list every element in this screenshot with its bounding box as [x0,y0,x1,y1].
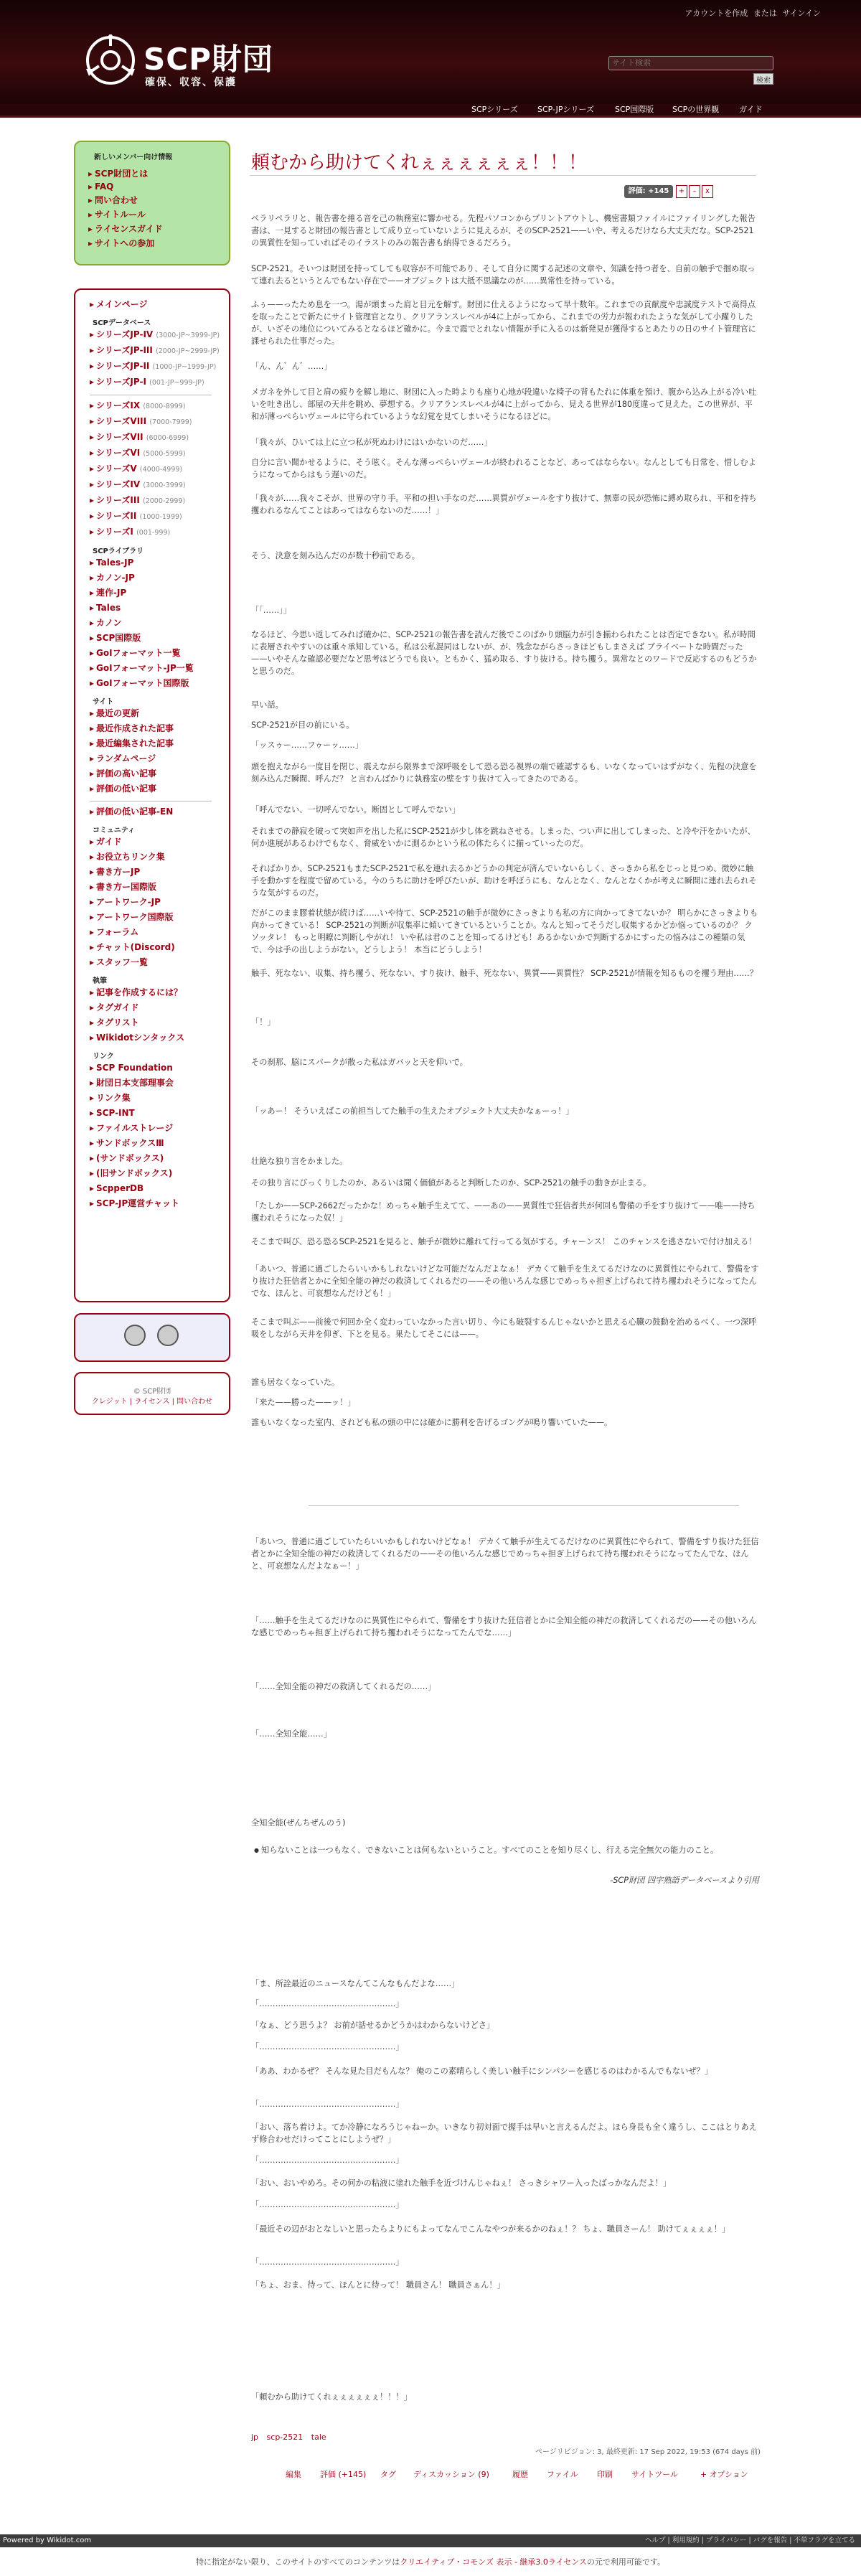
menu-tag-list[interactable]: ▸ タグリスト [90,1015,229,1030]
menu-heading-library: SCPライブラリ [93,547,144,555]
tag-link[interactable]: scp-2521 [266,2432,304,2442]
files-button[interactable]: ファイル [547,2470,578,2479]
epilogue-line: 「おい、落ち着けよ。てか冷静になろうじゃねーか。いきなり初対面で握手は早いと言えるんだよ。ほら身長も全く違うし、ここはとりあえず修合わせだけってことにしようぜ？」 [251,2123,757,2144]
story-paragraph: 壮絶な独り言をかました。 [251,1157,348,1166]
menu-wikidot-syntax[interactable]: ▸ Wikidotシンタックス [90,1030,229,1045]
menu-series-5[interactable]: ▸ シリーズV (4000-4999) [90,461,229,477]
epilogue-line: 「頼むから助けてくれぇぇぇぇぇぇ！！！」 [251,2392,412,2402]
history-button[interactable]: 履歴 [512,2470,528,2479]
menu-scp-foundation[interactable]: ▸ SCP Foundation [90,1061,229,1076]
story-paragraph: それまでの静寂を破って突如声を出した私にSCP-2521が少し体を跳ねさせる。しまった、つい声に出してしまった、と冷や汗をかいたが、何か進展があるわけでもなく、脅威をいかに測るかという私の体たらくに揃っていったのだ。 [251,827,756,848]
top-navigation [0,104,861,116]
story-paragraph: メガネを外して目と肩の疲りを解し地に、財団に入った時よりも座り心地が段違いな椅子の背もたれに体重を預け、腹から込み上がる冷い吐いを吐き出し、部屋の天井を眺め、夢想する。クリアランスレベルが4に上がってから、見える世界が180度違って見えた。この世界が、平和が薄っぺらいヴェールに守られているような幻覚を見てしまいそうになるほどに。 [251,387,757,421]
menu-jp-series-1[interactable]: ▸ シリーズJP-I (001-JP~999-JP) [90,375,229,390]
story-paragraph: なるほど、今思い返してみれば確かに、SCP-2521の報告書を読んだ後でこのばかり頭脳力が引き揃わられたことは否定できない。私が時間に表層されやすいのは重々承知している。私は公私混同はしないが、が、残念ながらさっきほどもしまさえば ブライベートな時間だった——いやそんな確認必要だなど思考はどうでも良い。ともかく、猛め取る、すり抜ける。持ち攫う。異常なとのワードで反応するのもどうかと思うのだ。 [251,630,757,676]
badge-box [74,1313,230,1362]
vote-cancel-button[interactable]: x [702,185,713,198]
scp-jp-badge-icon[interactable] [157,1325,179,1346]
site-title[interactable]: SCP財団 [144,42,273,77]
definition-heading: 全知全能(ぜんちぜんのう) [251,1818,346,1828]
echo-paragraph: 「……全知全能……」 [251,1729,331,1739]
menu-jp-series-4[interactable]: ▸ シリーズJP-IV (3000-JP~3999-JP) [90,327,229,343]
menu-canon-jp[interactable]: ▸ カノン-JP [90,570,229,586]
epilogue-line: 「ああ、わかるぜ？ そんな見た目だもんな？ 俺のこの素晴らしく美しい触手にシンパシーを感じるのはわかるんでもないぜ？」 [251,2067,712,2076]
search-input[interactable] [608,56,773,70]
rating-value: 評価: +145 [624,185,673,198]
story-paragraph: だがこのまま膠着状態が続けば……いや待て、SCP-2521の触手が微妙にさっきよりも私の方に向かってきてないか？ 明らかにさっきよりも向かってきている！ SCP-2521の判断が収集率に傾いてきているということか。なんと知ってそうだし収集するかどか悩っているのか？ クソッタレ！ もっと明瞭に判断しやがれ！ いや私は君のことを知ってるけども！あるかないかで判断するかにすったの悩みはこの種類の気で、今は手の出しようがない。どうしよう！ 本当にどうしよう！ [251,908,758,954]
epilogue-line: 「……………………………………………」 [251,2257,404,2267]
powered-by-link[interactable]: Powered by Wikidot.com [3,2537,92,2544]
footer-links[interactable]: ヘルプ | 利用規約 | プライバシー | バグを報告 | 不単フラグを立てる [645,2537,855,2544]
license-pre: 特に指定がない限り、このサイトのすべてのコンテンツは [195,2557,400,2567]
story-paragraph: 「我々が、ひいては上に立つ私が死ぬわけにはいかないのだ……」 [251,438,492,447]
menu-howto-jp[interactable]: ▸ 書き方ーJP [90,865,229,880]
menu-jp-series-2[interactable]: ▸ シリーズJP-II (1000-JP~1999-JP) [90,359,229,375]
rate-button[interactable]: 評価 (+145) [320,2470,367,2479]
story-paragraph: 「あいつ、普通に過ごしたらいいかもしれないけどな可能だなんだよなぁ！ デカくて触手を生えてるだけなのに異質性にやられて、警備をすり抜けた狂信者とかに全知全能の神だの救済してくれるだの——その他いろんな感じでめっちゃ担ぎ上げられて持ち攫われそうになってたんでな、ほんと、可哀想なんだけども！」 [251,1264,759,1298]
story-paragraph: 「ッあー！ そういえばこの前担当してた触手の生えたオブジェクト大丈夫かなぁーっ！」 [251,1106,574,1116]
story-paragraph: 自分に言い聞かせるように、そう呟く。そんな薄っぺらいヴェールが終われることなど、あってはならない。なんとしても日常を、惜しむようになってからはもう遅いのだ。 [251,458,756,479]
nav-guide[interactable]: ガイド [739,105,763,114]
menu-artwork-jp[interactable]: ▸ アートワーク-JP [90,895,229,910]
or-text: または [753,9,777,18]
story-paragraph: 早い話。 [251,700,283,710]
epilogue-line: 「……………………………………………」 [251,2200,404,2209]
menu-how-to-create[interactable]: ▸ 記事を作成するには？ [90,985,229,1000]
tags-button[interactable]: タグ [380,2470,396,2479]
scp-badge-icon[interactable] [124,1325,146,1346]
nav-scp-universe[interactable]: SCPの世界観 [672,105,720,114]
menu-series-3[interactable]: ▸ シリーズIII (2000-2999) [90,493,229,509]
epilogue-line: 「ちょ、おま、待って、ほんとに待って！ 職員さん！ 職員さぁん！」 [251,2280,505,2290]
notice-link-license[interactable]: ▸ ライセンスガイド [88,222,229,235]
header-divider [0,116,861,118]
menu-jp-staff-chat[interactable]: ▸ SCP-JP運営チャット [90,1196,229,1211]
menu-goi-formats-jp[interactable]: ▸ GoIフォーマット-JP一覧 [90,661,229,676]
story-paragraph: 誰も居なくなっていた。 [251,1378,340,1387]
menu-tales[interactable]: ▸ Tales [90,601,229,616]
story-paragraph: そればかりか、SCP-2521もまたSCP-2521で私を連れ去るかどうかの判定が済んでいないらしく、さっきから私をじっと見つめ、微妙に触手を動かすを程度で留めている。今のうちに助けを呼びたいが、助けを呼ぼうにも、なんとなく、なんとなくかが考えに瞬間に連れ去られそうな気がするのだ。 [251,864,757,898]
menu-goi-formats-int[interactable]: ▸ GoIフォーマット国際版 [90,676,229,691]
echo-paragraph: 「……触手を生えてるだけなのに異質性にやられて、警備をすり抜けた狂信者とかに全知全能の神だの救済してくれるだの——その他いろんな感じでめっちゃ担ぎ上げられて持ち攫われそうになってたんでな……」 [251,1616,757,1637]
create-account-link[interactable]: アカウントを作成 [684,9,748,18]
menu-recently-created[interactable]: ▸ 最近作成された記事 [90,721,229,736]
menu-series-6[interactable]: ▸ シリーズVI (5000-5999) [90,446,229,461]
notice-link-join[interactable]: ▸ サイトへの参加 [88,237,229,249]
site-tools-button[interactable]: サイトツール [631,2470,679,2479]
epilogue-line: 「なぁ、どう思うよ？ お前が話せるかどうかはわからないけどさ」 [251,2021,495,2030]
menu-sandbox-3[interactable]: ▸ サンドボックスⅢ [90,1136,229,1151]
story-paragraph: 「我々が……我々こそが、世界の守り手。平和の担い手なのだ……異質がヴェールをすり抜けて、無辜の民が恐怖に縛め取られ、平和を持ち攫われるなんてことはあってはならないのだ……！」 [251,494,757,515]
epilogue-line: 「ま、所詮最近のニュースなんてこんなもんだよな……」 [251,1979,460,1988]
story-paragraph: そう、決意を刻み込んだのが数十秒前である。 [251,551,420,560]
menu-forum[interactable]: ▸ フォーラム [90,925,229,940]
notice-link-about[interactable]: ▸ SCP財団とは [88,167,229,179]
story-paragraph: SCP-2521が目の前にいる。 [251,720,354,730]
menu-jp-council[interactable]: ▸ 財団日本支部理事会 [90,1076,229,1091]
story-paragraph: 誰もいなくなった室内、されども私の頭の中には確かに勝利を告げるゴングが鳴り響いていた——。 [251,1418,613,1427]
new-member-box [74,141,230,265]
menu-scp-int[interactable]: ▸ SCP-INT [90,1106,229,1121]
epilogue-line: 「……………………………………………」 [251,2156,404,2165]
menu-sandbox[interactable]: ▸ (サンドボックス) [90,1151,229,1166]
site-header [0,0,861,104]
notice-link-faq[interactable]: ▸ FAQ [88,182,229,192]
story-paragraph: 「呼んでない、一切呼んでない。断固として呼んでない」 [251,805,460,814]
story-paragraph: 「たしか——SCP-2662だったかな！めっちゃ触手生えてて、——あの——異質性で狂信者共が何回も警備の手をすり抜けて——唯——持ち攫われそうになった奴！」 [251,1201,756,1223]
menu-staff-list[interactable]: ▸ スタッフ一覧 [90,955,229,970]
menu-series-7[interactable]: ▸ シリーズVII (6000-6999) [90,430,229,446]
discussion-button[interactable]: ディスカッション (9) [413,2470,489,2479]
story-paragraph: 頭を抱えながら一度目を閉じ、震えながら限界まで深呼吸をして恐る恐る視界の端で確認するも、いなくなっていはずがなく、先程の決意を刻み込んだ瞬間、呼んだ？ と言わんばかりに執務室の壁をすり抜けて入ってきたのである。 [251,762,757,784]
search-button[interactable]: 検索 [753,73,773,85]
story-paragraph: 「来た——勝った——ッ！」 [251,1398,356,1407]
menu-scp-international[interactable]: ▸ SCP国際版 [90,631,229,646]
echo-paragraph: 「……全知全能の神だの救済してくれるだの……」 [251,1682,436,1691]
definition-source: -SCP財団 四字熟語データベースより引用 [610,1876,759,1885]
menu-howto-int[interactable]: ▸ 書き方ー国際版 [90,880,229,895]
menu-series-1[interactable]: ▸ シリーズI (001-999) [90,525,229,540]
menu-series-4[interactable]: ▸ シリーズIV (3000-3999) [90,477,229,493]
site-subtitle: 確保、収容、保護 [145,77,237,88]
menu-heading-site: サイト [93,698,114,706]
menu-main-page[interactable]: ▸ メインページ [90,297,229,312]
side-menu [74,288,230,1302]
menu-recently-edited[interactable]: ▸ 最近編集された記事 [90,736,229,751]
menu-heading-writing: 執筆 [93,977,107,985]
epilogue-line: 「……………………………………………」 [251,1999,404,2008]
story-paragraph: 「ん、ん゛ん゛……」 [251,362,332,371]
menu-canon[interactable]: ▸ カノン [90,616,229,631]
menu-goi-formats[interactable]: ▸ GoIフォーマット一覧 [90,646,229,661]
new-member-heading: 新しいメンバー向け情報 [94,154,173,161]
sidebar-license-links[interactable]: クレジット | ライセンス | 問い合わせ [91,1398,213,1406]
menu-guide[interactable]: ▸ ガイド [90,835,229,850]
menu-series-9[interactable]: ▸ シリーズIX (8000-8999) [90,398,229,414]
nav-scp-series[interactable]: SCPシリーズ [471,105,518,114]
license-notice [0,2556,861,2567]
menu-heading-database: SCPデータベース [93,319,151,327]
revision-info: ページリビジョン: 3, 最終更新: 17 Sep 2022, 19:53 (674 days 前) [535,2448,761,2456]
section-divider [309,1505,739,1506]
menu-tales-jp[interactable]: ▸ Tales-JP [90,555,229,570]
menu-scpper-db[interactable]: ▸ ScpperDB [90,1181,229,1196]
menu-old-sandbox[interactable]: ▸ (旧サンドボックス) [90,1166,229,1181]
echo-paragraph: 「あいつ、普通に過ごしていたらいいかもしれないけどなぁ！ デカくて触手が生えてるだけなのに異質性にやられて、警備をすり抜けた狂信者とかに全知全能の神だの救済してくれるだの——その他いろんな感じでめっちゃ担ぎ上げられて持ち攫われそうになってたんでな、ほんと、可哀想なんだよなぁー！」 [251,1537,759,1571]
menu-link-collection[interactable]: ▸ リンク集 [90,1091,229,1106]
story-paragraph: 「！」 [251,1017,276,1027]
story-paragraph: そこまで叫ぶ——前後で何回か全く変わっていなかった言い切り、今にも破裂するんじゃないかと思える心臓の鼓動を治めるべく、一つ深呼吸をしながら天井を仰ぎ、下とを見る。果たしてそこには——。 [251,1317,757,1339]
menu-series-8[interactable]: ▸ シリーズVIII (7000-7999) [90,414,229,430]
menu-artwork-int[interactable]: ▸ アートワーク国際版 [90,910,229,925]
license-link[interactable]: クリエイティブ・コモンズ 表示 - 継承3.0ライセンス [400,2557,587,2567]
story-paragraph: 触手、死なない、収集、持ち攫う、死なない、すり抜け、触手、死なない、異質——異質性？ SCP-2521が情報を知るものを攫う理由……？ [251,969,758,978]
story-paragraph: その独り言にびっくりしたのか、あるいは聞く価値があると判断したのか、SCP-2521の触手の動きが止まる。 [251,1178,651,1188]
story-paragraph: ペラリペラリと、報告書を捲る音を己の執務室に響かせる。先程パソコンからプリントアウトし、機密書類ファイルにファイリングした報告書は、一見すると財団の報告書として成り立っていないように見えるが、そのSCP-2521——いや、考えるだけなら大丈夫だな。SCP-2521の異質性を知っていればそのイラストのみの報告書も納得できるだろう。 [251,214,756,248]
nav-scp-jp-series[interactable]: SCP-JPシリーズ [537,105,594,114]
definition-text: ● 知らないことは一つもなく、できないことは何もないということ。すべてのことを知り尽くし、行える完全無欠の能力のこと。 [261,1844,756,1856]
title-divider [250,175,756,176]
story-paragraph: その刹那、脳にスパークが散った私はガバッと天を仰いで。 [251,1058,468,1067]
account-links [682,7,821,19]
tag-link[interactable]: jp [251,2432,259,2442]
epilogue-line: 「……………………………………………」 [251,2042,404,2051]
menu-jp-series-3[interactable]: ▸ シリーズJP-III (2000-JP~2999-JP) [90,343,229,359]
menu-series-works-jp[interactable]: ▸ 連作-JP [90,586,229,601]
story-paragraph: SCP-2521。そいつは財団を持ってしても収容が不可能であり、そして自分に関する記述の文章や、知識を持つ者を、自前の触手で掴め取って連れ去るというとんでもない存在で——オブジェクトは大抵不思議なのが……異常性を持っている。 [251,264,756,286]
story-paragraph: ふぅ——ったため息を一つ。湯が頭まった肩と目元を解す。財団に仕えるようになって早十数年。これまでの貢献度や忠誠度テストで高得点を取ったことで新たにサイト管理官となり、クリアランスレベルが4に上がってから、これまでの労力が報われたような気がして小躍りしたが、いざその地位についてみるとなるほど確かに。今まで霞でとれない情報が手に入るのは新発見が獲得するとあたりの日のサイト管理官に課せられた仕事だった。 [251,300,756,346]
tag-link[interactable]: tale [311,2432,326,2442]
menu-divider [90,801,212,802]
menu-series-2[interactable]: ▸ シリーズII (1000-1999) [90,509,229,525]
menu-lowest-rated-en[interactable]: ▸ 評価の低い記事-EN [90,804,229,819]
menu-heading-community: コミュニティ [93,827,135,835]
signin-link[interactable]: サインイン [782,9,821,18]
menu-recent-changes[interactable]: ▸ 最近の更新 [90,706,229,721]
epilogue-line: 「……………………………………………」 [251,2100,404,2109]
vote-up-button[interactable]: + [676,185,687,198]
notice-link-rules[interactable]: ▸ サイトルール [88,208,229,220]
story-paragraph: そこまで叫び、恐る恐るSCP-2521を見ると、触手が微妙に離れて行ってる気がする。チャーンス！ このチャンスを逃さないで付け加える！ [251,1237,757,1246]
notice-link-contact[interactable]: ▸ 問い合わせ [88,194,229,206]
story-paragraph: 「ッスゥー……フゥーッ……」 [251,741,363,750]
edit-button[interactable]: 編集 [286,2470,301,2479]
page-title: 頼むから助けてくれぇぇぇぇぇぇ！！！ [251,152,588,174]
menu-file-storage[interactable]: ▸ ファイルストレージ [90,1121,229,1136]
sidebar-copyright: © SCP財団 [133,1388,171,1396]
story-paragraph: 「「……」」 [251,606,291,615]
menu-useful-links[interactable]: ▸ お役立ちリンク集 [90,850,229,865]
menu-heading-links: リンク [93,1053,114,1061]
menu-chat-discord[interactable]: ▸ チャット(Discord) [90,940,229,955]
nav-scp-international[interactable]: SCP国際版 [615,105,654,114]
epilogue-line: 「おい、おいやめろ。その何かの粘液に塗れた触手を近づけんじゃねぇ！ さっきシャワー入ったばっかなんだよ！」 [251,2178,672,2188]
vote-down-button[interactable]: – [689,185,700,198]
options-button[interactable]: + オプション [700,2470,748,2479]
menu-tag-guide[interactable]: ▸ タグガイド [90,1000,229,1015]
page-tags [251,2432,332,2442]
wikidot-footer [0,2534,861,2547]
menu-lowest-rated[interactable]: ▸ 評価の低い記事 [90,781,229,796]
menu-top-rated[interactable]: ▸ 評価の高い記事 [90,766,229,781]
license-post: の元で利用可能です。 [586,2557,666,2567]
scp-logo-icon[interactable] [85,34,136,86]
menu-random-page[interactable]: ▸ ランダムページ [90,751,229,766]
epilogue-line: 「最近その辺がおとなしいと思ったらよりにもよってなんでこんなやつが来るかのねぇ！？ ちょ、職員さーん！ 助けてぇぇぇぇ！」 [251,2224,730,2234]
sidebar-license-box [74,1372,230,1415]
print-button[interactable]: 印刷 [597,2470,613,2479]
